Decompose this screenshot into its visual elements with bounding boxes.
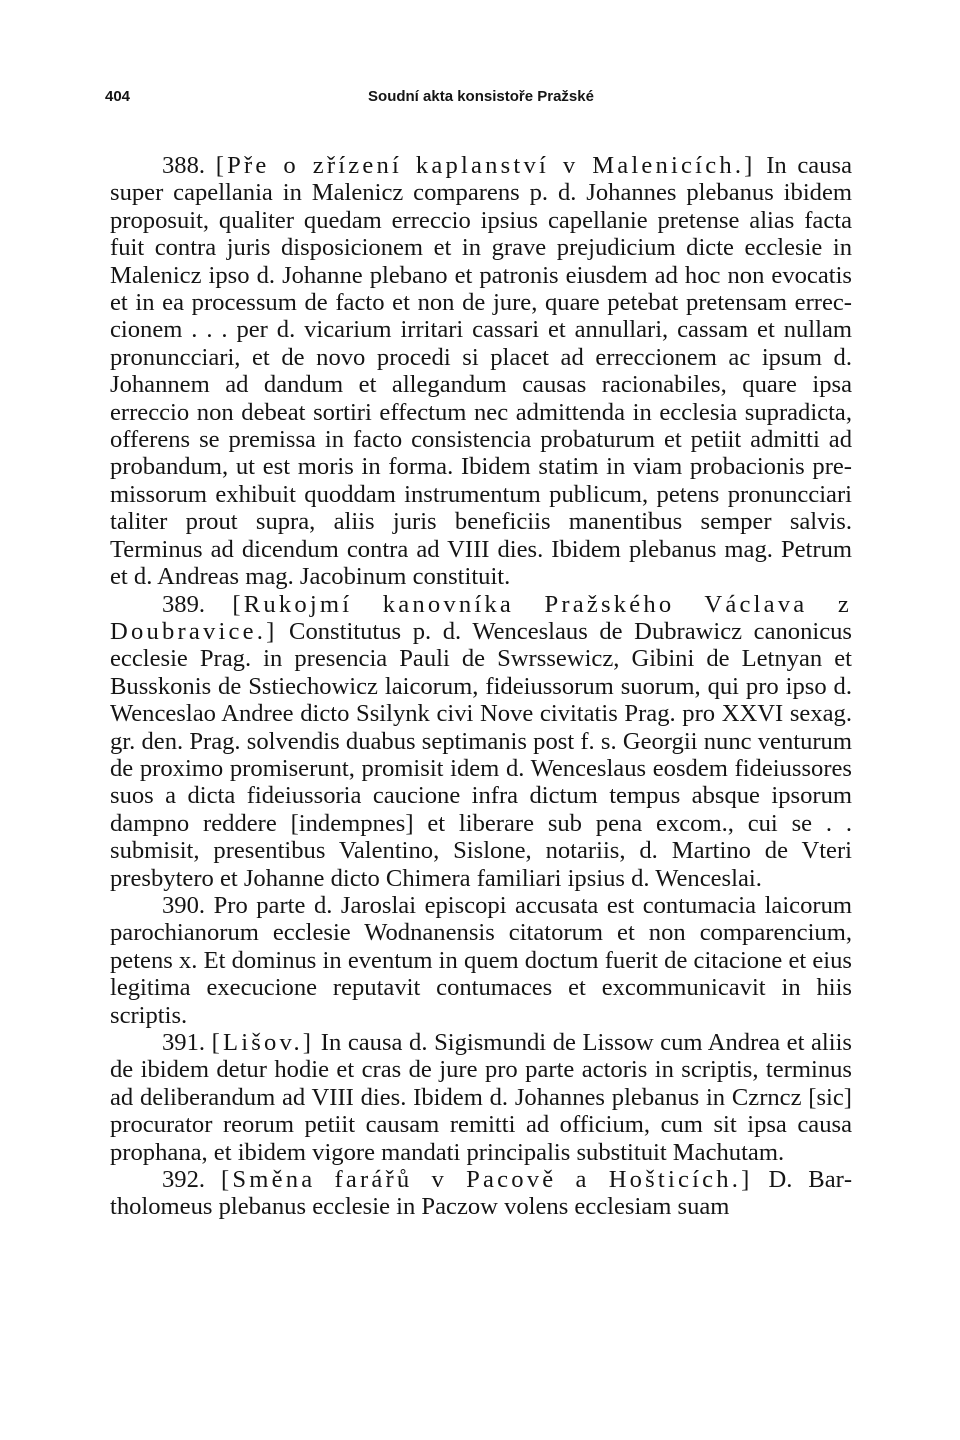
- document-page: [105, 88, 853, 1221]
- entry-number: 392.: [162, 1166, 206, 1194]
- running-head: [105, 88, 852, 118]
- entry-text: In causa super capellania in Malenicz comparens p. d. Johannes plebanus ibidem proposuit, qualiter quedam erreccio ipsius capellanie pretense alias facta fuit contra juris disposicionem et in grave prejudicium dicte ecclesie in Malenicz ipso d. Johanne plebano et patronis eiusdem ad hoc non evocatis et in ea processum de facto et non de jure, quare petebat pretensam erreccionem . . . per d. vicarium irritari cassari et annullari, cassam et nullam pronuncciari, et de novo procedi si placet ad erreccionem ac ipsum d. Johannem ad dandum et allegandum causas racionabiles, quare ipsa erreccio non debeat sortiri effectum nec admittenda in ecclesia supradicta, offerens se premissa in facto consistencia probaturum et petiit admitti ad probandum, ut est moris in forma. Ibidem statim in viam probacionis premissorum exhibuit quoddam instrumentum publicum, petens pronuncciari taliter prout supra, aliis juris beneficiis manentibus semper salvis. Terminus ad dicendum contra ad VIII dies. Ibidem plebanus mag. Petrum et d. Andreas mag. Jacobinum constituit.: [110, 152, 852, 591]
- page-number: 404: [105, 88, 131, 105]
- entry-rubric: [Směna farářů v Pacově a Hošticích.]: [220, 1166, 753, 1194]
- entry-text: Pro parte d. Jaroslai episcopi accusata est contumacia laicorum parochianorum ecclesie Wodnanensis citatorum et non comparencium, petens x. Et dominus in eventum in quem doctum fuerit de citacione et eius legitima execucione reputavit contumaces et excommunicavit in hiis scriptis.: [110, 891, 852, 1029]
- entry-392: [110, 1166, 852, 1221]
- entry-390: [110, 892, 852, 1029]
- entry-text: Constitutus p. d. Wenceslaus de Dubrawicz canonicus ecclesie Prag. in presencia Pauli de Swrssewicz, Gibini de Letnyan et Busskonis de Sstiechowicz laicorum, fideiussorum suorum, qui pro ipso d. Wenceslao Andree dicto Ssilynk civi Nove civitatis Prag. pro XXVI sexag. gr. den. Prag. solvendis duabus septimanis post f. s. Georgii nunc venturum de proximo promiserunt, promisit idem d. Wenceslaus eosdem fideiussores suos a dicta fideiussoria caucione infra dictum tempus absque ipsorum dampno reddere [indempnes] et liberare sub pena excom., cui se . . submisit, presentibus Valentino, Sislone, notariis, d. Martino de Vteri presbytero et Johanne dicto Chimera familiari ipsius d. Wenceslai.: [110, 617, 852, 892]
- entry-388: [110, 152, 852, 591]
- document-body: [110, 152, 852, 1221]
- entry-rubric: [Lišov.]: [211, 1029, 315, 1056]
- entry-text: In causa d. Sigismundi de Lissow cum Andrea et aliis de ibidem detur hodie et cras de jure pro parte actoris in scriptis, terminus ad deliberandum ad VIII dies. Ibidem d. Johannes plebanus in Czrncz [sic] procurator reorum petiit causam remitti ad officium, cum sit ipsa causa prophana, et ibidem vigore mandati principalis substituit Machutam.: [110, 1029, 852, 1166]
- entry-number: 389.: [162, 590, 206, 618]
- entry-rubric: [Rukojmí kanovníka Pražského Václava z Doubravice.]: [110, 590, 852, 645]
- running-title: Soudní akta konsistoře Pražské: [368, 88, 594, 105]
- entry-rubric: [Pře o zřízení kaplanství v Malenicích.]: [215, 152, 756, 179]
- entry-number: 391.: [162, 1029, 206, 1056]
- entry-number: 390.: [162, 891, 206, 919]
- entry-text: D. Bartholomeus plebanus ecclesie in Paczow volens ecclesiam suam: [110, 1166, 853, 1221]
- entry-number: 388.: [162, 152, 206, 179]
- entry-391: [110, 1029, 852, 1166]
- entry-389: [110, 591, 852, 892]
